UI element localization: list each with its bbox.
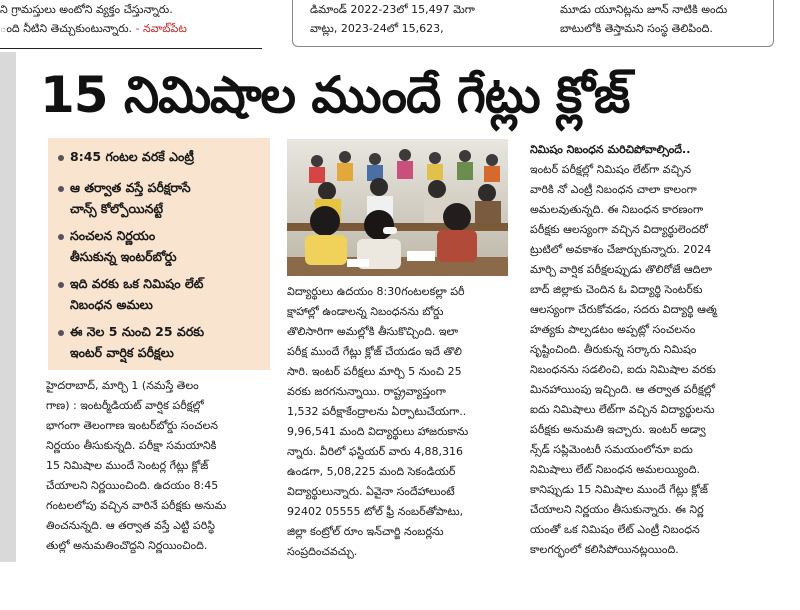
article-line: యంతో ఒక నిమిషం లేట్ ఎంట్రీ నిబంధన [530, 523, 700, 536]
article-line: సారి. ఇంటర్ పరీక్షలు మార్చి 5 నుంచి 25 [287, 365, 462, 378]
article-column-1 [46, 376, 274, 556]
article-line: తించనున్నది. ఆ తర్వాత వస్తే ఎట్టి పరిస్థి [46, 519, 215, 532]
adjacent-article-line: డిమాండ్ 2022-23లో 15,497 మెగా [310, 3, 475, 16]
article-line: మార్చి వార్షిక పరీక్షలప్పుడు తొలిరోజే ఆదిలా [530, 263, 712, 276]
bullet-icon [58, 186, 64, 192]
article-line: వరకు జరగనున్నాయి. రాష్ట్రవ్యాప్తంగా [287, 385, 446, 398]
highlight-item [70, 321, 266, 363]
highlight-line: నిబంధన అమలు [70, 297, 153, 312]
article-line: 15 నిమిషాల ముందే సెంటర్ల గేట్లు క్లోజ్ [46, 459, 209, 472]
article-line: 92402 05555 టోల్ ఫ్రీ నంబర్‌తోపాటు, [287, 505, 464, 518]
article-line: అమలవుతున్నది. ఈ నిబంధన కారణంగా [530, 203, 704, 216]
article-line: భాగంగా తెలంగాణ ఇంటర్‌బోర్డు సంచలన [46, 419, 218, 432]
bullet-icon [58, 155, 64, 161]
highlight-item [70, 146, 266, 167]
article-line: ఐదు నిమిషాలు లేట్‌గా వచ్చిన విద్యార్థులను [530, 403, 715, 416]
article-line: విద్యార్థులు ఉదయం 8:30గంటలకల్లా పరీ [287, 285, 465, 298]
article-line: న్స్‌డ్ సప్లిమెంటరీ సమయంలోనూ ఐదు [530, 443, 693, 456]
article-line: నిర్ణయం తీసుకున్నది. పరీక్షా సమయానికి [46, 439, 217, 452]
highlight-item [70, 273, 266, 315]
article-line: క్షాహాల్లో ఉండాలన్న నిబంధనను బోర్డు [287, 305, 444, 318]
section-divider [0, 48, 262, 49]
article-line: తుల్లో అనుమతించొద్దని నిర్ణయించింది. [46, 539, 208, 552]
highlight-line: ఆ తర్వాత వస్తే పరీక్షరాసే [70, 180, 191, 195]
article-line: పరీక్ష ముందే గేట్లు క్లోజ్ చేయడం ఇదే తొలి [287, 345, 462, 358]
highlight-line: ఇంటర్ వార్షిక పరీక్షలు [70, 345, 174, 360]
article-line: చేయాలని నిర్ణయించింది. ఉదయం 8:45 [46, 479, 219, 492]
article-line: ఇంటర్ పరీక్షల్లో నిమిషం లేట్‌గా వచ్చిన [530, 163, 692, 176]
article-line: మినహాయింపు ఇచ్చింది. ఆ తర్వాత పరీక్షల్లో [530, 383, 716, 396]
article-line: హైదరాబాద్, మార్చి 1 (నమస్తే తెలం [46, 379, 199, 392]
article-line: గంటలలోపు వచ్చిన వారినే పరీక్షకు అనుమ [46, 499, 227, 512]
headline: 15 నిమిషాల ముందే గేట్లు క్లోజ్ [40, 66, 630, 124]
bullet-icon [58, 282, 64, 288]
highlight-line: తీసుకున్న ఇంటర్‌బోర్డు [70, 249, 177, 264]
highlight-line: ఈ నెల 5 నుంచి 25 వరకు [70, 324, 205, 339]
article-line: హత్యకు పాల్పడటం అప్పట్లో సంచలనం [530, 323, 696, 336]
highlight-item [70, 225, 266, 267]
adjacent-article-fragment [310, 0, 530, 38]
bullet-icon [58, 234, 64, 240]
article-line: ఉండగా, 5,08,225 మంది సెకండియర్ [287, 465, 456, 478]
article-line: నిమిషాలు లేట్ నిబంధన అమలయ్యింది. [530, 463, 701, 476]
article-line: పరీక్షకు ఆలస్యంగా వచ్చిన విద్యార్థులెందరో [530, 223, 708, 236]
article-column-2 [287, 282, 511, 562]
article-line: కాలగర్భంలో కలిసిపోయినట్లయింది. [530, 543, 679, 556]
page-gutter [0, 52, 16, 562]
adjacent-article-fragment-right [560, 0, 770, 38]
previous-article-byline: - నవాబ్‌పేట [135, 22, 187, 35]
highlight-item [70, 177, 266, 219]
adjacent-article-line: మూడు యూనిట్లను జూన్ నాటికి అందు [560, 3, 728, 16]
highlight-line: సంచలన నిర్ణయం [70, 228, 156, 243]
adjacent-article-line: బాటులోకి తెస్తామని సంస్థ తెలిపింది. [560, 22, 713, 35]
article-column-3 [530, 140, 754, 560]
article-line: సృష్టించింది. తీరుకున్న సర్కారు నిమిషం [530, 343, 697, 356]
article-line: తొలిసారిగా అమల్లోకి తీసుకొచ్చింది. ఇలా [287, 325, 458, 338]
article-line: నిబంధనను సడలించి, ఐదు నిమిషాల వరకు [530, 363, 716, 376]
article-line: జిల్లా కంట్రోల్ రూం ఇన్‌చార్జి నంబర్లను [287, 525, 444, 538]
page-bottom-margin [0, 572, 800, 610]
article-line: గాణ) : ఇంటర్మీడియట్ వార్షిక పరీక్షల్లో [46, 399, 204, 412]
subheading: నిమిషం నిబంధన మరిచిపోవాల్సిందే.. [530, 143, 691, 156]
article-line: వారికి నో ఎంట్రీ నిబంధన చాలా కాలంగా [530, 183, 697, 196]
previous-article-line: ని గ్రామస్తులు అంటోని వ్యక్తం చేస్తున్నారు. [0, 3, 173, 16]
article-line: ట్రుటిలో అవకాశం చేజార్చుకున్నారు. 2024 [530, 243, 712, 256]
article-line: 1,532 పరీక్షాకేంద్రాలను ఏర్పాటుచేయగా.. [287, 405, 467, 418]
bullet-icon [58, 330, 64, 336]
article-line: చేయాలని నిర్ణయం తీసుకున్నారు. ఈ నిర్ణ [530, 503, 704, 516]
highlight-line: 8:45 గంటల వరకే ఎంట్రీ [70, 149, 194, 164]
article-line: ఆలస్యంగా చేరుకోవడం, సదరు విద్యార్థి ఆత్మ [530, 303, 717, 316]
highlight-line: ఇది వరకు ఒక నిమిషం లేట్ [70, 276, 204, 291]
article-line: బాద్ జిల్లాకు చెందిన ఓ విద్యార్థి సెంటర్‌కు [530, 283, 703, 296]
previous-article-line [0, 19, 262, 38]
previous-article-fragment [0, 0, 262, 48]
article-line: సంప్రదించవచ్చు. [287, 545, 358, 558]
article-line: న్నారు. వీరిలో ఫస్టియర్ వారు 4,88,316 [287, 445, 463, 458]
previous-article-text: ంది నీటిని తెచ్చుకుంటున్నారు. [0, 22, 133, 35]
adjacent-article-line: వాట్లు, 2023-24లో 15,623, [310, 22, 444, 35]
exam-hall-photo [287, 139, 508, 276]
article-line: 9,96,541 మంది విద్యార్థులు హాజరుకాను [287, 425, 469, 438]
article-line: విద్యార్థులున్నారు. ఏవైనా సందేహాలుంటే [287, 485, 455, 498]
highlight-line: చాన్స్ కోల్పోయినట్టే [70, 201, 164, 216]
article-line: పరీక్షకు అనుమతి ఇచ్చారు. ఇంటర్ అడ్వా [530, 423, 706, 436]
article-line: కానిప్పుడు 15 నిమిషాల ముందే గేట్లు క్లోజ్ [530, 483, 708, 496]
highlights-box [48, 138, 270, 370]
